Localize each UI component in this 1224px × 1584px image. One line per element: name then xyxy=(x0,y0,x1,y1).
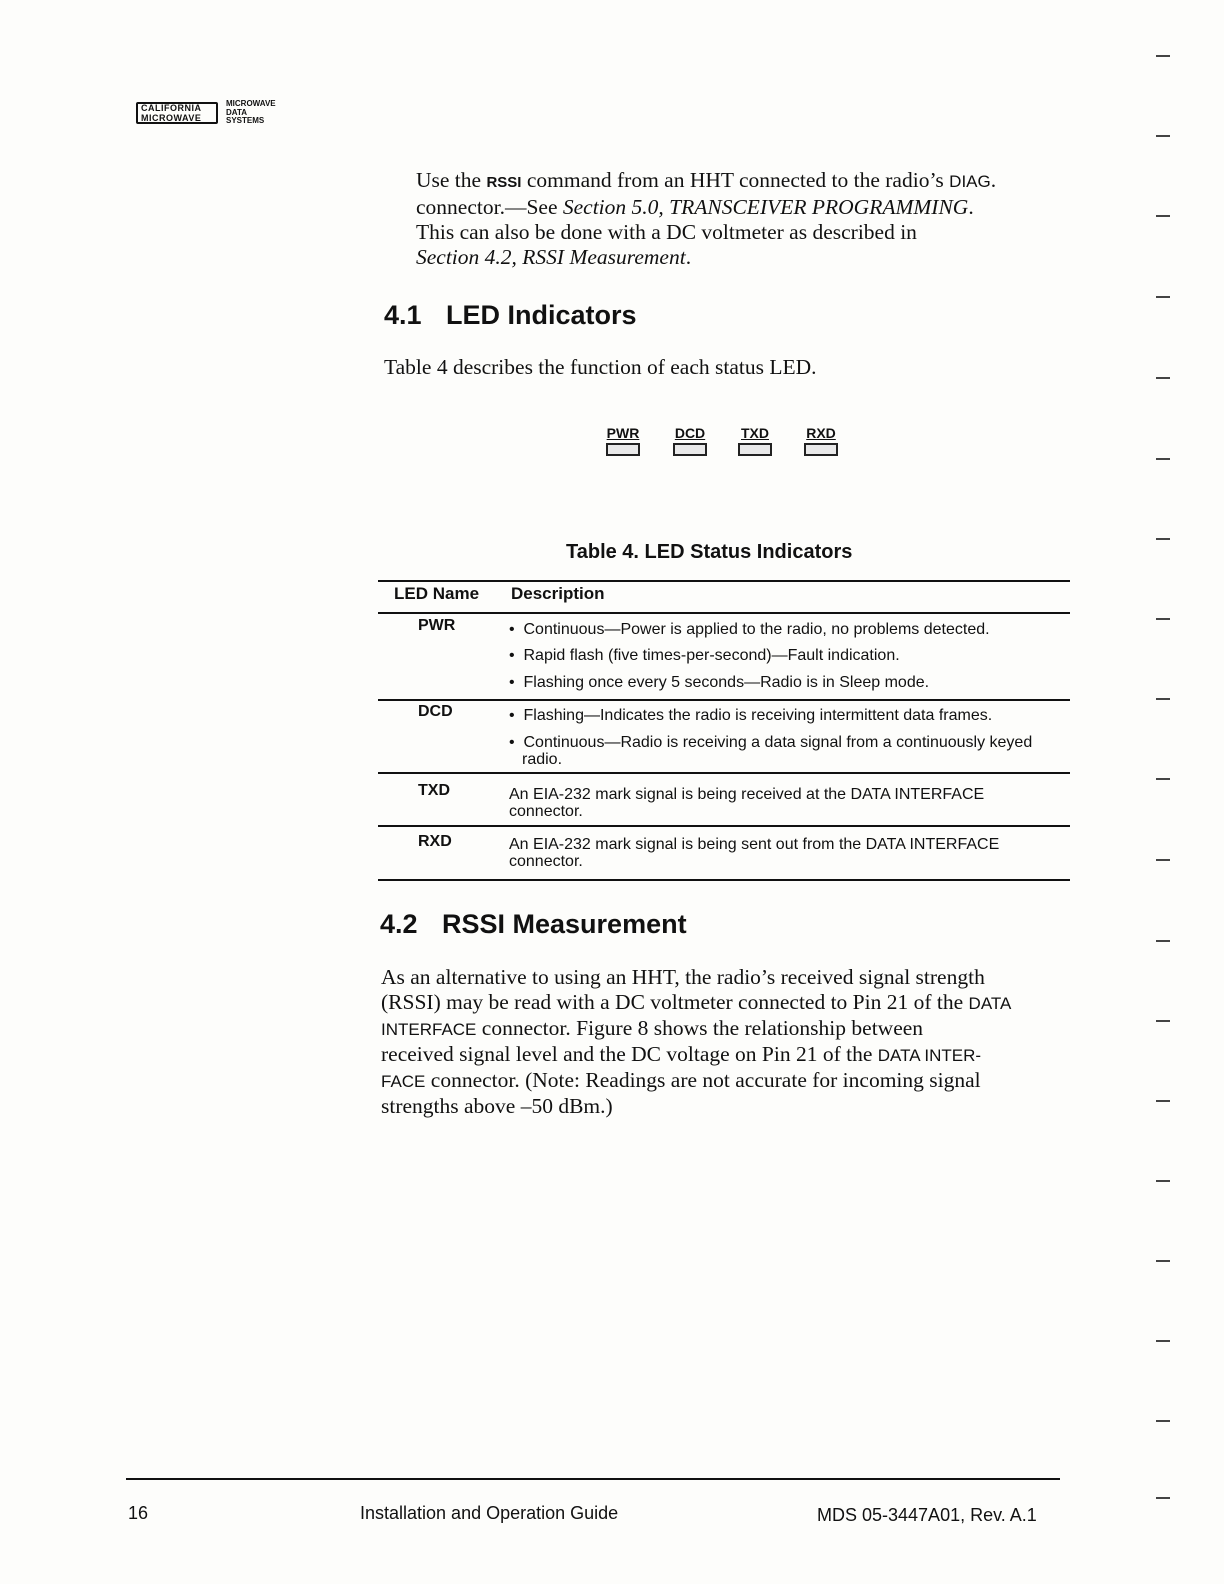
table-row-text: An EIA-232 mark signal is being received at the DATA INTERFACE connector. xyxy=(509,786,985,820)
logo-word: SYSTEMS xyxy=(226,116,265,125)
margin-tick xyxy=(1156,1180,1170,1182)
rssi-command: RSSI xyxy=(486,174,522,191)
table-row-line: • Flashing—Indicates the radio is receiving intermittent data frames. xyxy=(509,707,1082,724)
body-line xyxy=(381,1068,1081,1094)
led-txd xyxy=(733,425,777,456)
text: Use the xyxy=(416,168,487,192)
led-label: DCD xyxy=(674,425,706,441)
body-line: strengths above –50 dBm.) xyxy=(381,1094,613,1118)
led-dcd xyxy=(668,425,712,456)
section-4-1-body: Table 4 describes the function of each status LED. xyxy=(384,355,817,379)
table-row-name: RXD xyxy=(418,833,452,850)
table-row-line: • Flashing once every 5 seconds—Radio is in Sleep mode. xyxy=(509,674,1082,691)
intro-line xyxy=(416,168,1096,195)
body-line xyxy=(381,1042,1081,1068)
margin-tick xyxy=(1156,135,1170,137)
document-number: MDS 05-3447A01, Rev. A.1 xyxy=(817,1505,1037,1525)
led-pwr xyxy=(601,425,645,456)
section-heading-4-1 xyxy=(384,300,637,331)
diag-connector-label: DIAG xyxy=(949,172,991,191)
intro-paragraph xyxy=(416,168,1096,270)
table-title: Table 4. LED Status Indicators xyxy=(566,541,853,563)
table-header-rule xyxy=(378,612,1070,614)
text: received signal level and the DC voltage on Pin 21 of the xyxy=(381,1042,878,1066)
margin-tick xyxy=(1156,940,1170,942)
connector-label: INTERFACE xyxy=(381,1020,477,1039)
text: . xyxy=(685,245,692,269)
table-row-name: PWR xyxy=(418,617,456,634)
table-row-line: • Continuous—Radio is receiving a data signal from a continuously keyed radio. xyxy=(509,734,1064,768)
intro-line xyxy=(416,195,1096,220)
section-heading-4-2 xyxy=(380,909,687,940)
table-row-name: TXD xyxy=(418,782,450,799)
table-row-rule xyxy=(378,772,1070,774)
body-line: As an alternative to using an HHT, the radio’s received signal strength xyxy=(381,965,985,989)
section-number: 4.2 xyxy=(380,909,418,939)
led-indicator xyxy=(738,443,772,456)
section-number: 4.1 xyxy=(384,300,422,330)
table-row-text: An EIA-232 mark signal is being sent out from the DATA INTERFACE connector. xyxy=(509,836,1000,870)
text: connector. Figure 8 shows the relationship between xyxy=(476,1016,924,1040)
logo-word: MICROWAVE xyxy=(226,99,276,108)
margin-tick xyxy=(1156,377,1170,379)
margin-tick xyxy=(1156,1340,1170,1342)
table-row-rule xyxy=(378,825,1070,827)
table-row-line: • Rapid flash (five times-per-second)—Fault indication. xyxy=(509,647,1082,664)
connector-label: DATA xyxy=(968,994,1012,1013)
margin-tick xyxy=(1156,215,1170,217)
margin-tick xyxy=(1156,1260,1170,1262)
page-number: 16 xyxy=(128,1503,149,1523)
section-title: LED Indicators xyxy=(446,300,637,330)
margin-tick xyxy=(1156,1020,1170,1022)
section-reference: Section 4.2, RSSI Measurement xyxy=(416,245,686,269)
margin-tick xyxy=(1156,698,1170,700)
text: (RSSI) may be read with a DC voltmeter connected to Pin 21 of the xyxy=(381,990,969,1014)
connector-label: DATA INTER- xyxy=(877,1046,982,1065)
section-4-2-body xyxy=(381,965,1081,1119)
text: connector. (Note: Readings are not accurate for incoming signal xyxy=(425,1068,981,1092)
table-header-led-name: LED Name xyxy=(394,584,480,603)
text: . xyxy=(968,195,974,219)
margin-tick xyxy=(1156,1497,1170,1499)
led-label: PWR xyxy=(606,425,640,441)
logo-line1: CALIFORNIA xyxy=(141,103,202,113)
margin-tick xyxy=(1156,618,1170,620)
margin-tick xyxy=(1156,296,1170,298)
section-reference: Section 5.0, TRANSCEIVER PROGRAMMING xyxy=(562,195,969,219)
table-top-rule xyxy=(378,580,1070,582)
body-line xyxy=(381,990,1081,1016)
text: connector.—See xyxy=(416,195,563,219)
text: command from an HHT connected to the radio’s xyxy=(521,168,950,192)
margin-tick xyxy=(1156,538,1170,540)
led-indicator xyxy=(673,443,707,456)
led-label: TXD xyxy=(741,425,769,441)
table-row-rule xyxy=(378,699,1070,701)
led-indicator xyxy=(606,443,640,456)
text: . xyxy=(990,168,997,192)
table-bottom-rule xyxy=(378,879,1070,881)
body-line xyxy=(381,1016,1081,1042)
table-row-name: DCD xyxy=(418,703,453,720)
section-title: RSSI Measurement xyxy=(442,909,687,939)
margin-tick xyxy=(1156,1420,1170,1422)
intro-line xyxy=(416,245,1096,270)
led-indicator xyxy=(804,443,838,456)
logo-line2: MICROWAVE xyxy=(141,113,202,123)
led-label: RXD xyxy=(806,425,836,441)
footer-rule xyxy=(126,1478,1060,1480)
table-header-description: Description xyxy=(511,584,605,603)
table-row-line: • Continuous—Power is applied to the radio, no problems detected. xyxy=(509,621,1082,638)
margin-tick xyxy=(1156,859,1170,861)
footer-title: Installation and Operation Guide xyxy=(360,1503,619,1523)
margin-tick xyxy=(1156,778,1170,780)
intro-line: This can also be done with a DC voltmeter as described in xyxy=(416,220,917,244)
margin-tick xyxy=(1156,458,1170,460)
led-rxd xyxy=(799,425,843,456)
company-logo-words xyxy=(226,100,276,126)
logo-word: DATA xyxy=(226,107,248,117)
connector-label: FACE xyxy=(381,1072,426,1091)
company-logo-box xyxy=(136,102,218,124)
margin-tick xyxy=(1156,55,1170,57)
margin-tick xyxy=(1156,1100,1170,1102)
